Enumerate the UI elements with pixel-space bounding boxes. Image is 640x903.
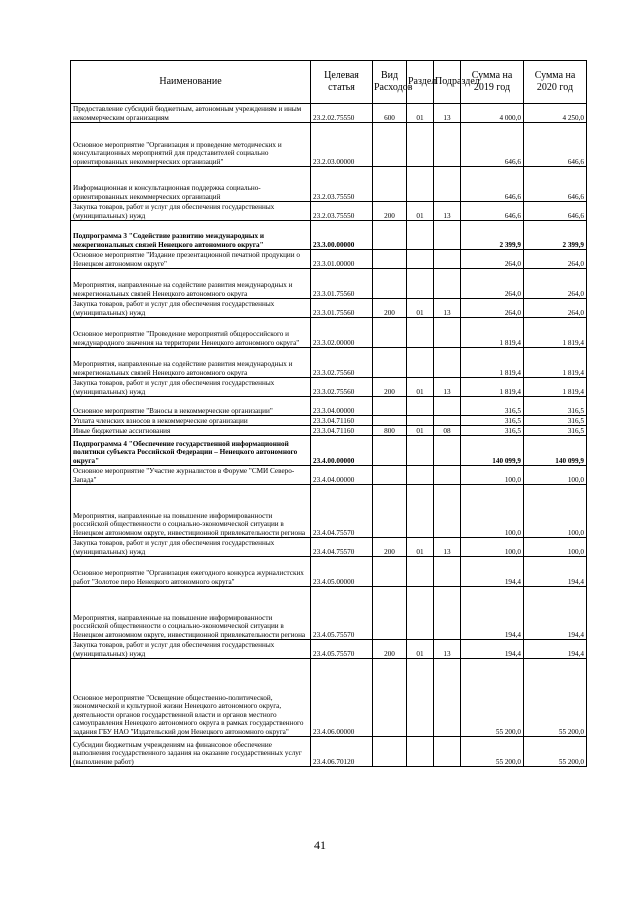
cell-subsection: 13	[434, 640, 461, 659]
cell-sum-2019: 100,0	[461, 466, 524, 485]
cell-sum-2019: 1 819,4	[461, 378, 524, 397]
cell-subsection	[434, 485, 461, 538]
cell-section: 01	[407, 538, 434, 557]
cell-name: Подпрограмма 4 "Обеспечение государственной информационной политики субъекта Российской Федерации – Ненецкого автономного округа"	[71, 436, 311, 466]
cell-type	[373, 348, 407, 378]
cell-sum-2020: 2 399,9	[524, 221, 587, 250]
cell-section	[407, 397, 434, 416]
cell-name: Мероприятия, направленные на содействие развития международных и межрегиональных связей Ненецкого автономного округа	[71, 269, 311, 299]
cell-name: Мероприятия, направленные на содействие развития международных и межрегиональных связей Ненецкого автономного округа	[71, 348, 311, 378]
cell-type: 200	[373, 202, 407, 221]
cell-name: Основное мероприятие "Участие журналистов в Форуме "СМИ Северо-Запада"	[71, 466, 311, 485]
cell-target: 23.3.04.71160	[311, 416, 373, 426]
cell-section	[407, 318, 434, 348]
cell-target: 23.3.04.71160	[311, 426, 373, 436]
cell-target: 23.4.06.00000	[311, 659, 373, 737]
table-row	[71, 348, 587, 378]
cell-type	[373, 250, 407, 269]
table-row	[71, 378, 587, 397]
cell-type: 200	[373, 538, 407, 557]
cell-target: 23.3.02.00000	[311, 318, 373, 348]
cell-name: Уплата членских взносов в некоммерческие организации	[71, 416, 311, 426]
table-row	[71, 202, 587, 221]
table-row	[71, 167, 587, 202]
cell-sum-2019: 100,0	[461, 485, 524, 538]
table-row	[71, 123, 587, 167]
cell-type: 200	[373, 378, 407, 397]
cell-sum-2020: 316,5	[524, 426, 587, 436]
cell-type	[373, 737, 407, 767]
cell-type	[373, 587, 407, 640]
cell-target: 23.4.04.75570	[311, 485, 373, 538]
cell-sum-2019: 316,5	[461, 426, 524, 436]
cell-subsection	[434, 436, 461, 466]
cell-section	[407, 250, 434, 269]
cell-sum-2020: 316,5	[524, 397, 587, 416]
cell-type	[373, 466, 407, 485]
cell-sum-2019: 316,5	[461, 397, 524, 416]
cell-sum-2020: 1 819,4	[524, 318, 587, 348]
cell-name: Закупка товаров, работ и услуг для обеспечения государственных (муниципальных) нужд	[71, 640, 311, 659]
cell-sum-2020: 194,4	[524, 640, 587, 659]
cell-target: 23.3.04.00000	[311, 397, 373, 416]
cell-section	[407, 466, 434, 485]
cell-subsection	[434, 348, 461, 378]
cell-sum-2020: 264,0	[524, 250, 587, 269]
header-type: Вид Расходов	[373, 61, 407, 104]
cell-name: Закупка товаров, работ и услуг для обеспечения государственных (муниципальных) нужд	[71, 378, 311, 397]
cell-sum-2020: 264,0	[524, 269, 587, 299]
cell-subsection	[434, 318, 461, 348]
cell-target: 23.3.01.75560	[311, 299, 373, 318]
cell-subsection	[434, 737, 461, 767]
table-body	[71, 104, 587, 767]
cell-target: 23.4.05.00000	[311, 557, 373, 587]
cell-name: Субсидии бюджетным учреждениям на финансовое обеспечение выполнения государственного задания на оказание государственных услуг (выполнение работ)	[71, 737, 311, 767]
table-row	[71, 538, 587, 557]
cell-target: 23.4.06.70120	[311, 737, 373, 767]
table-row	[71, 318, 587, 348]
header-target: Целевая статья	[311, 61, 373, 104]
cell-section	[407, 167, 434, 202]
header-section: Раздел	[407, 61, 434, 104]
cell-name: Закупка товаров, работ и услуг для обеспечения государственных (муниципальных) нужд	[71, 299, 311, 318]
cell-subsection	[434, 466, 461, 485]
cell-section	[407, 587, 434, 640]
cell-subsection	[434, 221, 461, 250]
cell-subsection: 13	[434, 202, 461, 221]
cell-target: 23.4.00.00000	[311, 436, 373, 466]
header-sum-2019: Сумма на 2019 год	[461, 61, 524, 104]
cell-subsection	[434, 397, 461, 416]
cell-type	[373, 167, 407, 202]
cell-target: 23.3.01.75560	[311, 269, 373, 299]
cell-section: 01	[407, 640, 434, 659]
cell-subsection	[434, 587, 461, 640]
header-sum-2020: Сумма на 2020 год	[524, 61, 587, 104]
cell-sum-2019: 194,4	[461, 640, 524, 659]
cell-section	[407, 557, 434, 587]
cell-type	[373, 557, 407, 587]
cell-type	[373, 416, 407, 426]
cell-target: 23.2.02.75550	[311, 104, 373, 123]
cell-section: 01	[407, 426, 434, 436]
cell-subsection: 13	[434, 538, 461, 557]
cell-sum-2019: 1 819,4	[461, 348, 524, 378]
cell-section	[407, 436, 434, 466]
cell-target: 23.2.03.00000	[311, 123, 373, 167]
cell-type: 600	[373, 104, 407, 123]
cell-section	[407, 348, 434, 378]
table-row	[71, 659, 587, 737]
cell-sum-2020: 194,4	[524, 587, 587, 640]
cell-section	[407, 659, 434, 737]
cell-sum-2020: 100,0	[524, 538, 587, 557]
table-row	[71, 397, 587, 416]
cell-sum-2020: 55 200,0	[524, 737, 587, 767]
cell-sum-2019: 316,5	[461, 416, 524, 426]
cell-sum-2020: 100,0	[524, 466, 587, 485]
cell-sum-2019: 194,4	[461, 587, 524, 640]
cell-type: 200	[373, 299, 407, 318]
cell-sum-2019: 646,6	[461, 167, 524, 202]
cell-type: 800	[373, 426, 407, 436]
table-row	[71, 426, 587, 436]
cell-sum-2019: 55 200,0	[461, 737, 524, 767]
cell-sum-2020: 646,6	[524, 202, 587, 221]
cell-section	[407, 485, 434, 538]
cell-name: Закупка товаров, работ и услуг для обеспечения государственных (муниципальных) нужд	[71, 538, 311, 557]
cell-target: 23.4.05.75570	[311, 640, 373, 659]
cell-section	[407, 221, 434, 250]
cell-name: Предоставление субсидий бюджетным, автономным учреждениям и иным некоммерческим организациям	[71, 104, 311, 123]
cell-name: Основное мероприятие "Проведение мероприятий общероссийского и международного значения на территории Ненецкого автономного округа"	[71, 318, 311, 348]
cell-sum-2020: 1 819,4	[524, 378, 587, 397]
cell-subsection	[434, 659, 461, 737]
cell-name: Основное мероприятие "Организация и проведение методических и консультационных мероприятий для представителей социально ориентированных некоммерческих организаций"	[71, 123, 311, 167]
cell-section	[407, 269, 434, 299]
cell-name: Иные бюджетные ассигнования	[71, 426, 311, 436]
table-row	[71, 250, 587, 269]
table-row	[71, 640, 587, 659]
cell-subsection	[434, 269, 461, 299]
cell-subsection	[434, 250, 461, 269]
cell-name: Подпрограмма 3 "Содействие развитию международных и межрегиональных связей Ненецкого автономного округа"	[71, 221, 311, 250]
cell-sum-2019: 4 000,0	[461, 104, 524, 123]
table-row	[71, 299, 587, 318]
cell-sum-2020: 100,0	[524, 485, 587, 538]
cell-type	[373, 397, 407, 416]
cell-section: 01	[407, 299, 434, 318]
cell-type	[373, 318, 407, 348]
cell-type	[373, 485, 407, 538]
budget-table	[70, 60, 587, 767]
cell-target: 23.3.02.75560	[311, 378, 373, 397]
cell-name: Основное мероприятие "Издание презентационной печатной продукции о Ненецком автономном округе"	[71, 250, 311, 269]
cell-section: 01	[407, 378, 434, 397]
cell-section	[407, 737, 434, 767]
cell-sum-2020: 55 200,0	[524, 659, 587, 737]
cell-type: 200	[373, 640, 407, 659]
cell-sum-2020: 264,0	[524, 299, 587, 318]
cell-subsection	[434, 557, 461, 587]
cell-subsection: 13	[434, 378, 461, 397]
header-name: Наименование	[71, 61, 311, 104]
cell-sum-2020: 140 099,9	[524, 436, 587, 466]
cell-sum-2020: 1 819,4	[524, 348, 587, 378]
header-row	[71, 61, 587, 104]
cell-target: 23.3.02.75560	[311, 348, 373, 378]
cell-sum-2020: 646,6	[524, 167, 587, 202]
cell-sum-2019: 264,0	[461, 269, 524, 299]
table-row	[71, 466, 587, 485]
cell-section	[407, 123, 434, 167]
cell-name: Закупка товаров, работ и услуг для обеспечения государственных (муниципальных) нужд	[71, 202, 311, 221]
cell-section	[407, 416, 434, 426]
cell-name: Мероприятия, направленные на повышение информированности российской общественности о социально-экономической ситуации в Ненецком автономном округе, инвестиционной привлекательности региона	[71, 587, 311, 640]
cell-target: 23.4.04.75570	[311, 538, 373, 557]
cell-sum-2020: 194,4	[524, 557, 587, 587]
header-subsection: Подраздел	[434, 61, 461, 104]
cell-type	[373, 123, 407, 167]
cell-sum-2019: 646,6	[461, 202, 524, 221]
table-row	[71, 221, 587, 250]
page-number: 41	[314, 838, 326, 852]
cell-name: Мероприятия, направленные на повышение информированности российской общественности о социально-экономической ситуации в Ненецком автономном округе, инвестиционной привлекательности региона	[71, 485, 311, 538]
cell-subsection: 13	[434, 104, 461, 123]
table-row	[71, 269, 587, 299]
table-row	[71, 737, 587, 767]
cell-sum-2019: 100,0	[461, 538, 524, 557]
table-row	[71, 416, 587, 426]
table-row	[71, 557, 587, 587]
cell-name: Основное мероприятие "Организация ежегодного конкурса журналистских работ "Золотое перо Ненецкого автономного округа"	[71, 557, 311, 587]
cell-section: 01	[407, 104, 434, 123]
cell-sum-2020: 646,6	[524, 123, 587, 167]
cell-type	[373, 659, 407, 737]
cell-sum-2019: 2 399,9	[461, 221, 524, 250]
cell-subsection	[434, 167, 461, 202]
cell-target: 23.3.01.00000	[311, 250, 373, 269]
table-row	[71, 485, 587, 538]
cell-subsection: 13	[434, 299, 461, 318]
cell-section: 01	[407, 202, 434, 221]
cell-target: 23.4.05.75570	[311, 587, 373, 640]
cell-sum-2020: 316,5	[524, 416, 587, 426]
cell-target: 23.2.03.75550	[311, 167, 373, 202]
cell-sum-2019: 1 819,4	[461, 318, 524, 348]
cell-sum-2019: 646,6	[461, 123, 524, 167]
cell-name: Основное мероприятие "Освещение общественно-политической, экономической и культурной жизни Ненецкого автономного округа, деятельности органов государственной власти и органов местного самоуправления Ненецкого автономного округа в рамках государственного задания ГБУ НАО "Издательский дом Ненецкого автономного округа"	[71, 659, 311, 737]
cell-name: Информационная и консультационная поддержка социально-ориентированных некоммерческих организаций	[71, 167, 311, 202]
cell-sum-2019: 264,0	[461, 250, 524, 269]
table-row	[71, 587, 587, 640]
cell-target: 23.3.00.00000	[311, 221, 373, 250]
cell-sum-2019: 264,0	[461, 299, 524, 318]
cell-type	[373, 269, 407, 299]
cell-subsection: 08	[434, 426, 461, 436]
cell-subsection	[434, 416, 461, 426]
cell-sum-2019: 194,4	[461, 557, 524, 587]
cell-sum-2019: 55 200,0	[461, 659, 524, 737]
cell-target: 23.2.03.75550	[311, 202, 373, 221]
table-row	[71, 436, 587, 466]
cell-sum-2019: 140 099,9	[461, 436, 524, 466]
cell-target: 23.4.04.00000	[311, 466, 373, 485]
cell-type	[373, 221, 407, 250]
table-row	[71, 104, 587, 123]
cell-subsection	[434, 123, 461, 167]
cell-name: Основное мероприятие "Взносы в некоммерческие организации"	[71, 397, 311, 416]
cell-sum-2020: 4 250,0	[524, 104, 587, 123]
cell-type	[373, 436, 407, 466]
